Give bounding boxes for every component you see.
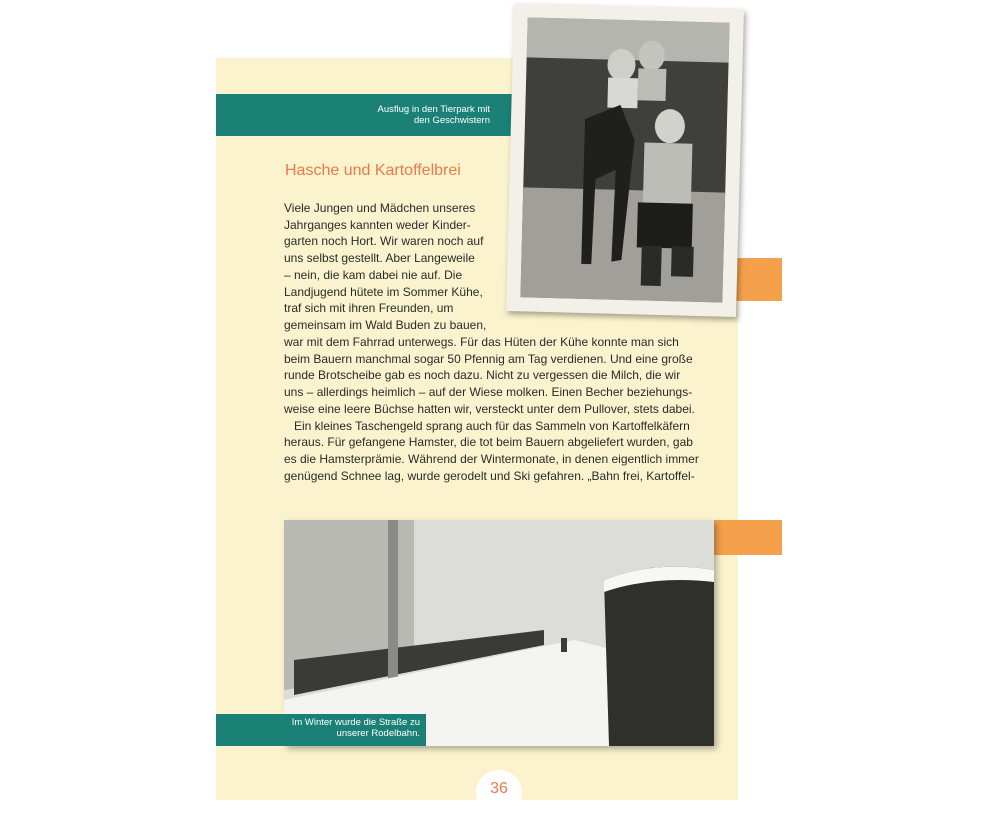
text-line: uns – allerdings heimlich – auf der Wiese molken. Einen Becher beziehungs-	[284, 385, 693, 400]
caption-bottom-line: unserer Rodelbahn.	[336, 728, 420, 739]
photo-winter-street-drawing	[284, 520, 714, 746]
caption-bottom	[216, 714, 426, 746]
text-line: uns selbst gestellt. Aber Langeweile	[284, 251, 475, 266]
text-line: Jahrganges kannten weder Kinder-	[284, 217, 471, 232]
text-line: Landjugend hütete im Sommer Kühe,	[284, 284, 483, 299]
text-line: traf sich mit ihren Freunden, um	[284, 301, 454, 316]
caption-top-line: den Geschwistern	[413, 115, 490, 126]
text-line: – nein, die kam dabei nie auf. Die	[284, 267, 463, 282]
photo-children-pony-drawing	[520, 17, 729, 302]
paragraph-narrow	[284, 200, 509, 334]
text-line: es die Hamsterprämie. Während der Wintermonate, in denen eigentlich immer	[284, 451, 699, 466]
section-heading: Hasche und Kartoffelbrei	[285, 162, 461, 179]
text-line: war mit dem Fahrrad unterwegs. Für das Hüten der Kühe konnte man sich	[284, 335, 679, 349]
text-line: garten noch Hort. Wir waren noch auf	[284, 234, 484, 249]
text-line: Ein kleines Taschengeld sprang auch für das Sammeln von Kartoffelkäfern	[294, 418, 690, 433]
text-line: runde Brotscheibe gab es noch dazu. Nicht zu vergessen die Milch, die wir	[284, 368, 681, 383]
text-line: beim Bauern manchmal sogar 50 Pfennig am Tag verdienen. Und eine große	[284, 351, 693, 366]
caption-top	[216, 94, 520, 136]
caption-top-line: Ausflug in den Tierpark mit	[377, 104, 490, 115]
photo-winter-street	[284, 520, 714, 746]
text-line: genügend Schnee lag, wurde gerodelt und Ski gefahren. „Bahn frei, Kartoffel-	[284, 468, 695, 483]
photo-children-pony	[506, 3, 744, 317]
text-line: heraus. Für gefangene Hamster, die tot beim Bauern abgeliefert wurden, gab	[284, 435, 693, 450]
text-line: gemeinsam im Wald Buden zu bauen,	[284, 317, 487, 332]
paragraph-wide	[284, 334, 708, 484]
photo-children-pony-image	[520, 17, 729, 302]
orange-tab-bottom	[714, 520, 782, 555]
text-line: weise eine leere Büchse hatten wir, versteckt unter dem Pullover, stets dabei.	[284, 401, 695, 416]
caption-bottom-line: Im Winter wurde die Straße zu	[291, 717, 420, 728]
text-line: Viele Jungen und Mädchen unseres	[284, 201, 476, 215]
page-number: 36	[476, 770, 522, 816]
